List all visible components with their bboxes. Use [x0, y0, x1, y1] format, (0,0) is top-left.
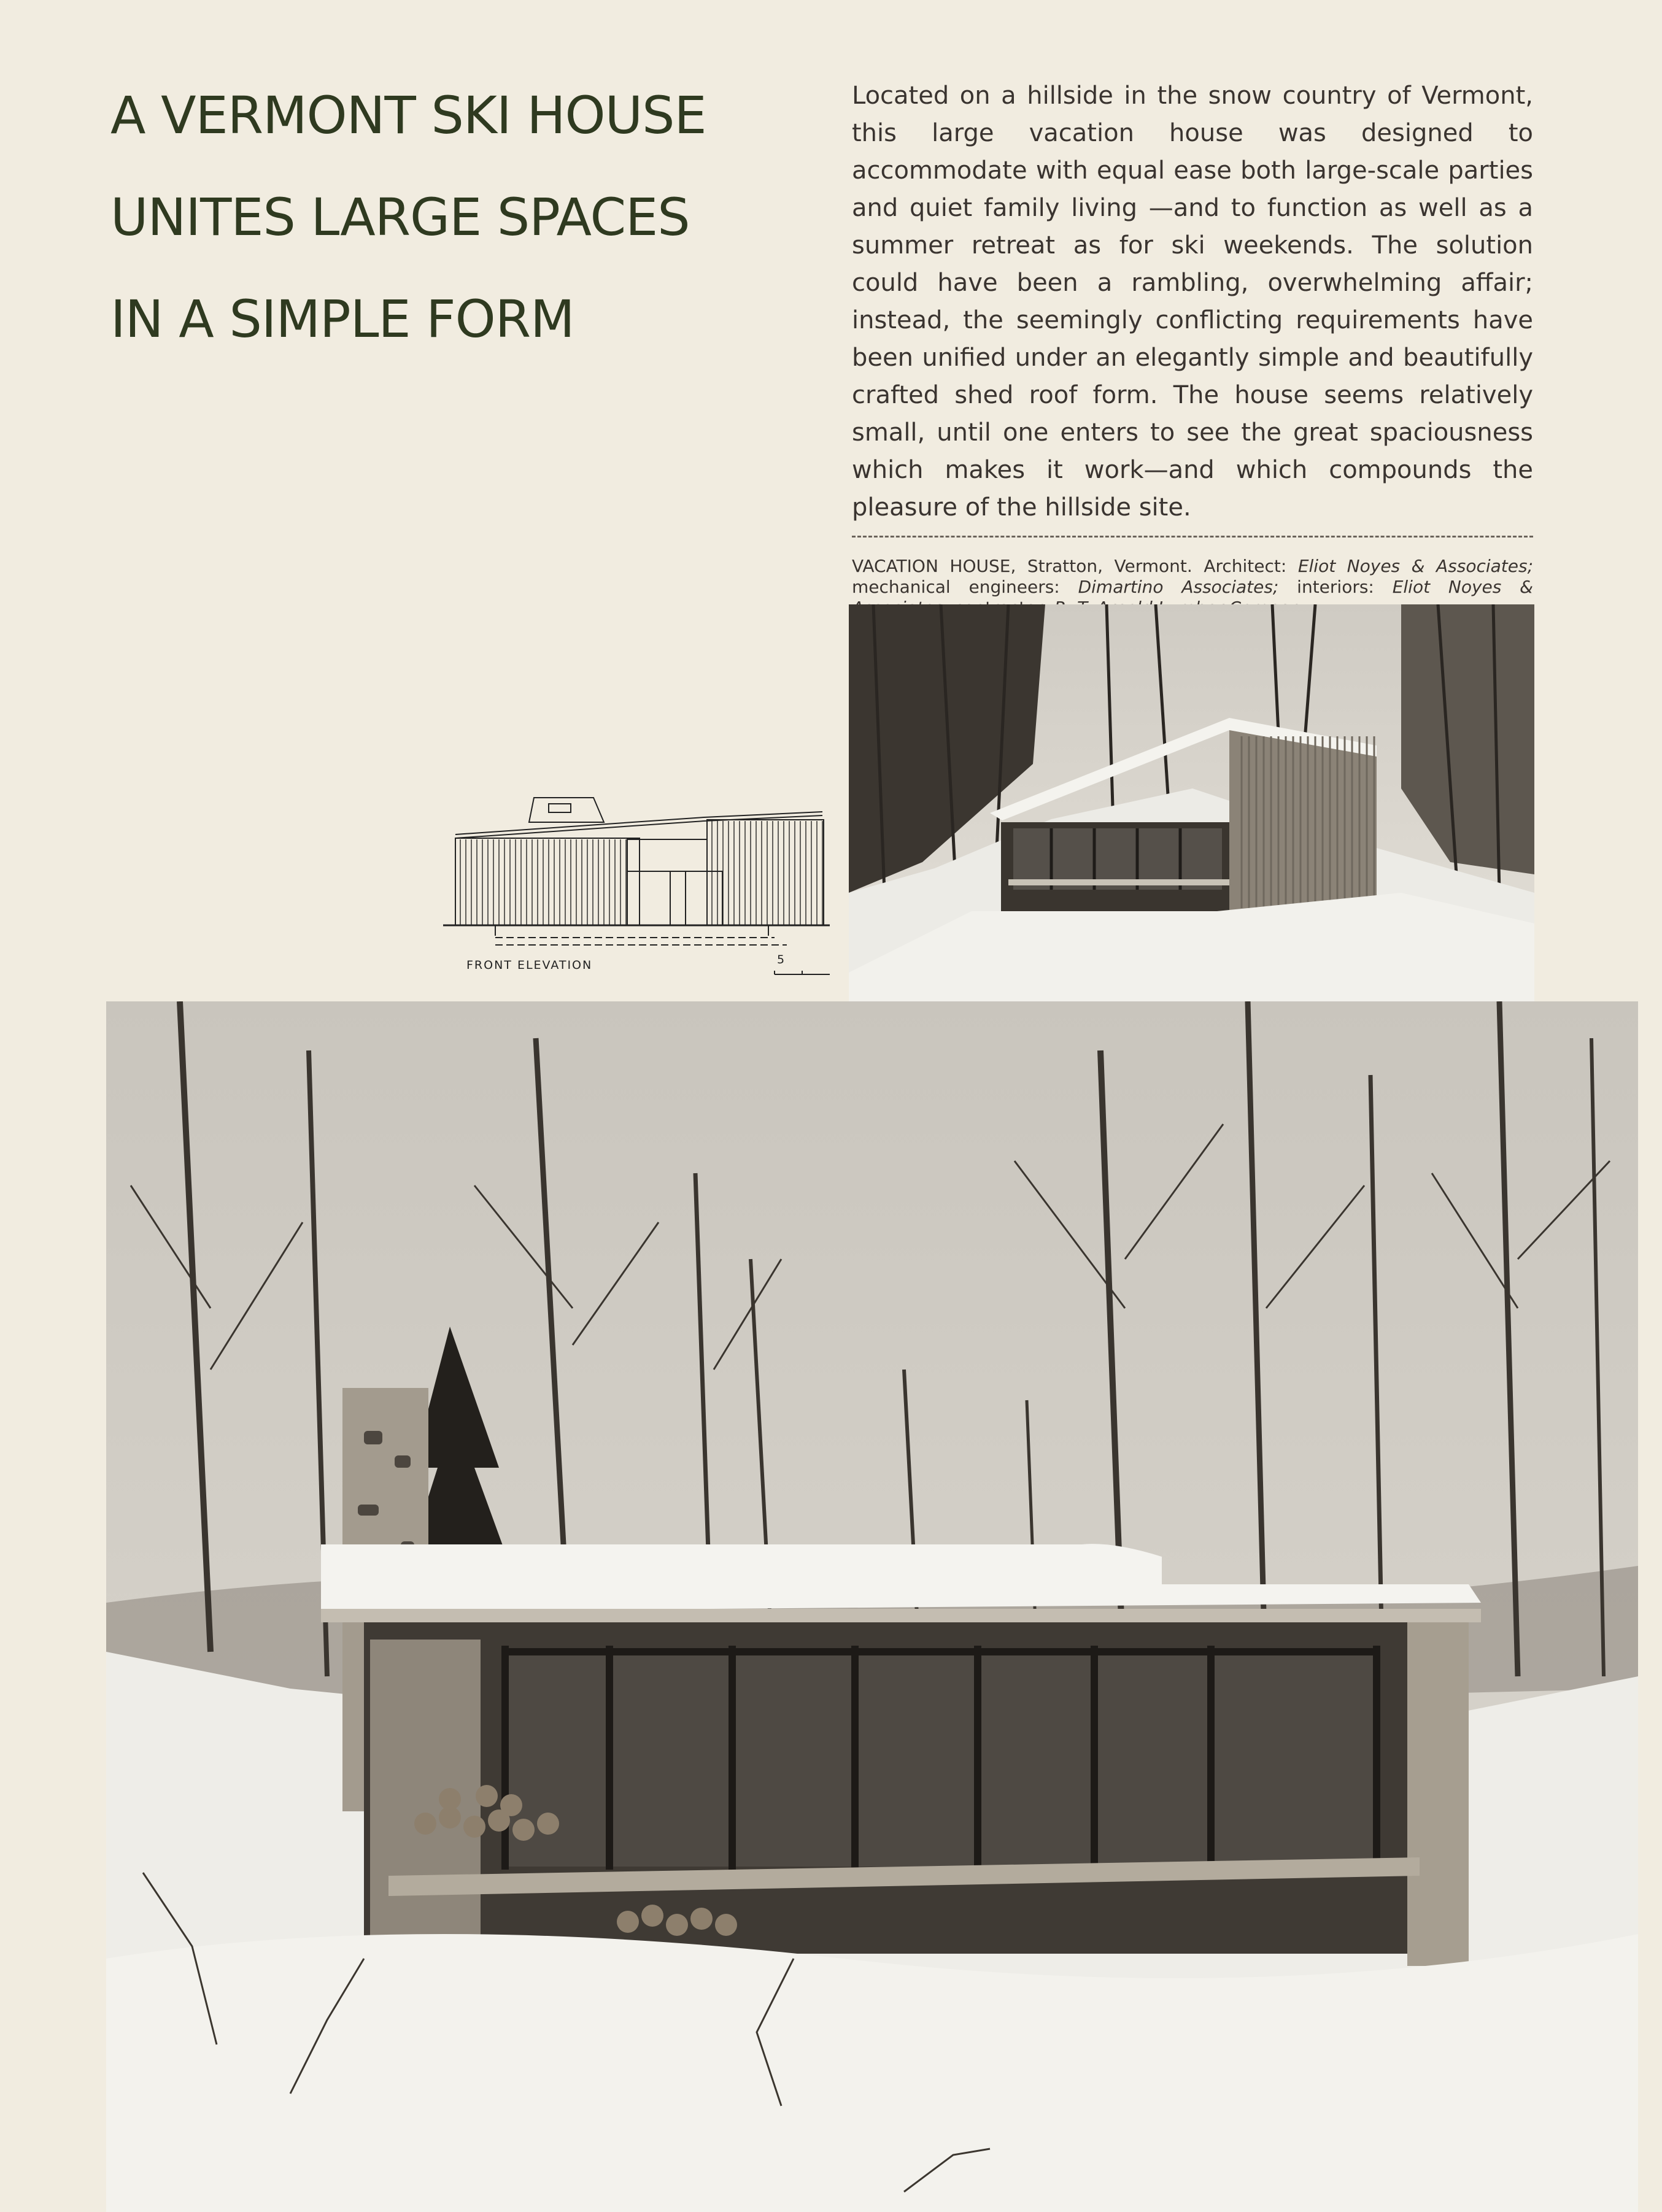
- credit-architect-label: Architect:: [1204, 556, 1287, 576]
- photo-house-hillside: [849, 604, 1534, 1001]
- credit-project: VACATION HOUSE, Stratton, Vermont.: [852, 556, 1192, 576]
- intro-paragraph: Located on a hillside in the snow country of Vermont, this large vacation house was designed to accommodate with equal ease both large-scale parties and quiet family living —and to function as well as a summer retreat as for ski weekends. The solution could have been a rambling, overwhelming affair; instead, the seemingly conflicting requirements have been unified under an elegantly simple and beautifully crafted shed roof form. The house seems relatively small, until one enters to see the great spaciousness which makes it work—and which compounds the pleasure of the hillside site.: [852, 82, 1533, 522]
- headline-line-2: UNITES LARGE SPACES: [110, 187, 690, 247]
- elevation-scale-number: 5: [777, 953, 785, 966]
- credit-interiors-label: interiors:: [1297, 577, 1374, 597]
- credit-interiors: Eliot Noyes &: [1392, 577, 1533, 597]
- headline-line-1: A VERMONT SKI HOUSE: [110, 85, 706, 145]
- dashed-divider: [852, 536, 1533, 538]
- photo-house-front: [106, 1001, 1638, 2212]
- front-elevation-drawing: [443, 773, 830, 985]
- credit-mechanical-label: mechanical engineers:: [852, 577, 1060, 597]
- credit-mechanical: Dimartino Associates;: [1078, 577, 1279, 597]
- headline: [110, 64, 786, 370]
- credit-architect: Eliot Noyes & Associates;: [1297, 556, 1534, 576]
- headline-line-3: IN A SIMPLE FORM: [110, 289, 574, 349]
- elevation-label: FRONT ELEVATION: [466, 958, 593, 972]
